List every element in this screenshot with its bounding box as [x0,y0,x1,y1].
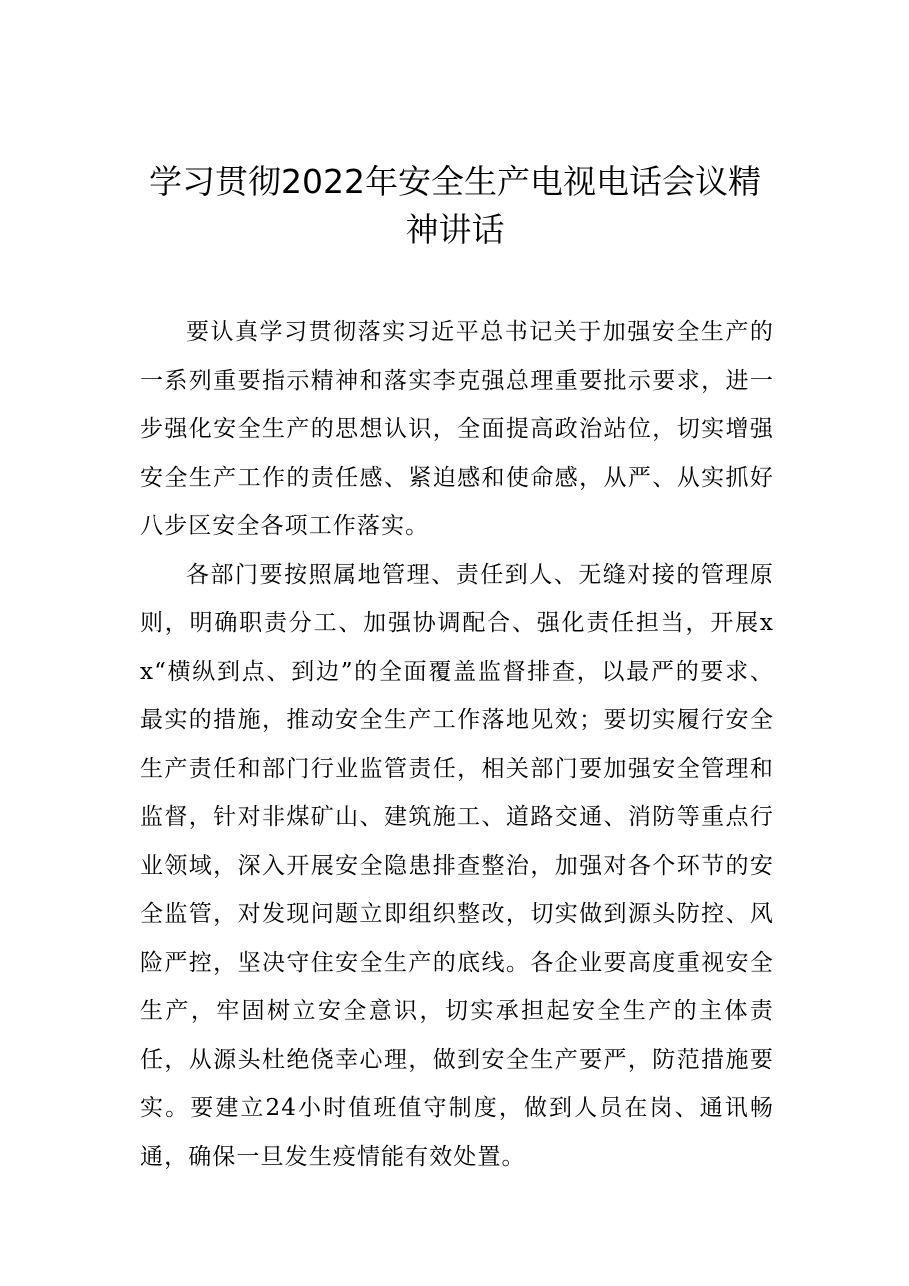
document-title [130,158,780,254]
document-title-line-1: 学习贯彻2022年安全生产电视电话会议精 [149,162,761,201]
paragraph-2: 各部门要按照属地管理、责任到人、无缝对接的管理原则，明确职责分工、加强协调配合、强化责任担当，开展xx“横纵到点、到边”的全面覆盖监督排查，以最严的要求、最实的措施，推动安全生产工作落地见效；要切实履行安全生产责任和部门行业监管责任，相关部门要加强安全管理和监督，针对非煤矿山、建筑施工、道路交通、消防等重点行业领域，深入开展安全隐患排查整治，加强对各个环节的安全监管，对发现问题立即组织整改，切实做到源头防控、风险严控，坚决守住安全生产的底线。各企业要高度重视安全生产，牢固树立安全意识，切实承担起安全生产的主体责任，从源头杜绝侥幸心理，做到安全生产要严，防范措施要实。要建立24小时值班值守制度，做到人员在岗、通讯畅通，确保一旦发生疫情能有效处置。 [140,561,774,1170]
document-body [140,308,774,1181]
document-title-line-2: 神讲话 [405,210,505,249]
paragraph-1: 要认真学习贯彻落实习近平总书记关于加强安全生产的一系列重要指示精神和落实李克强总理重要批示要求，进一步强化安全生产的思想认识，全面提高政治站位，切实增强安全生产工作的责任感、紧迫感和使命感，从严、从实抓好八步区安全各项工作落实。 [140,319,774,539]
